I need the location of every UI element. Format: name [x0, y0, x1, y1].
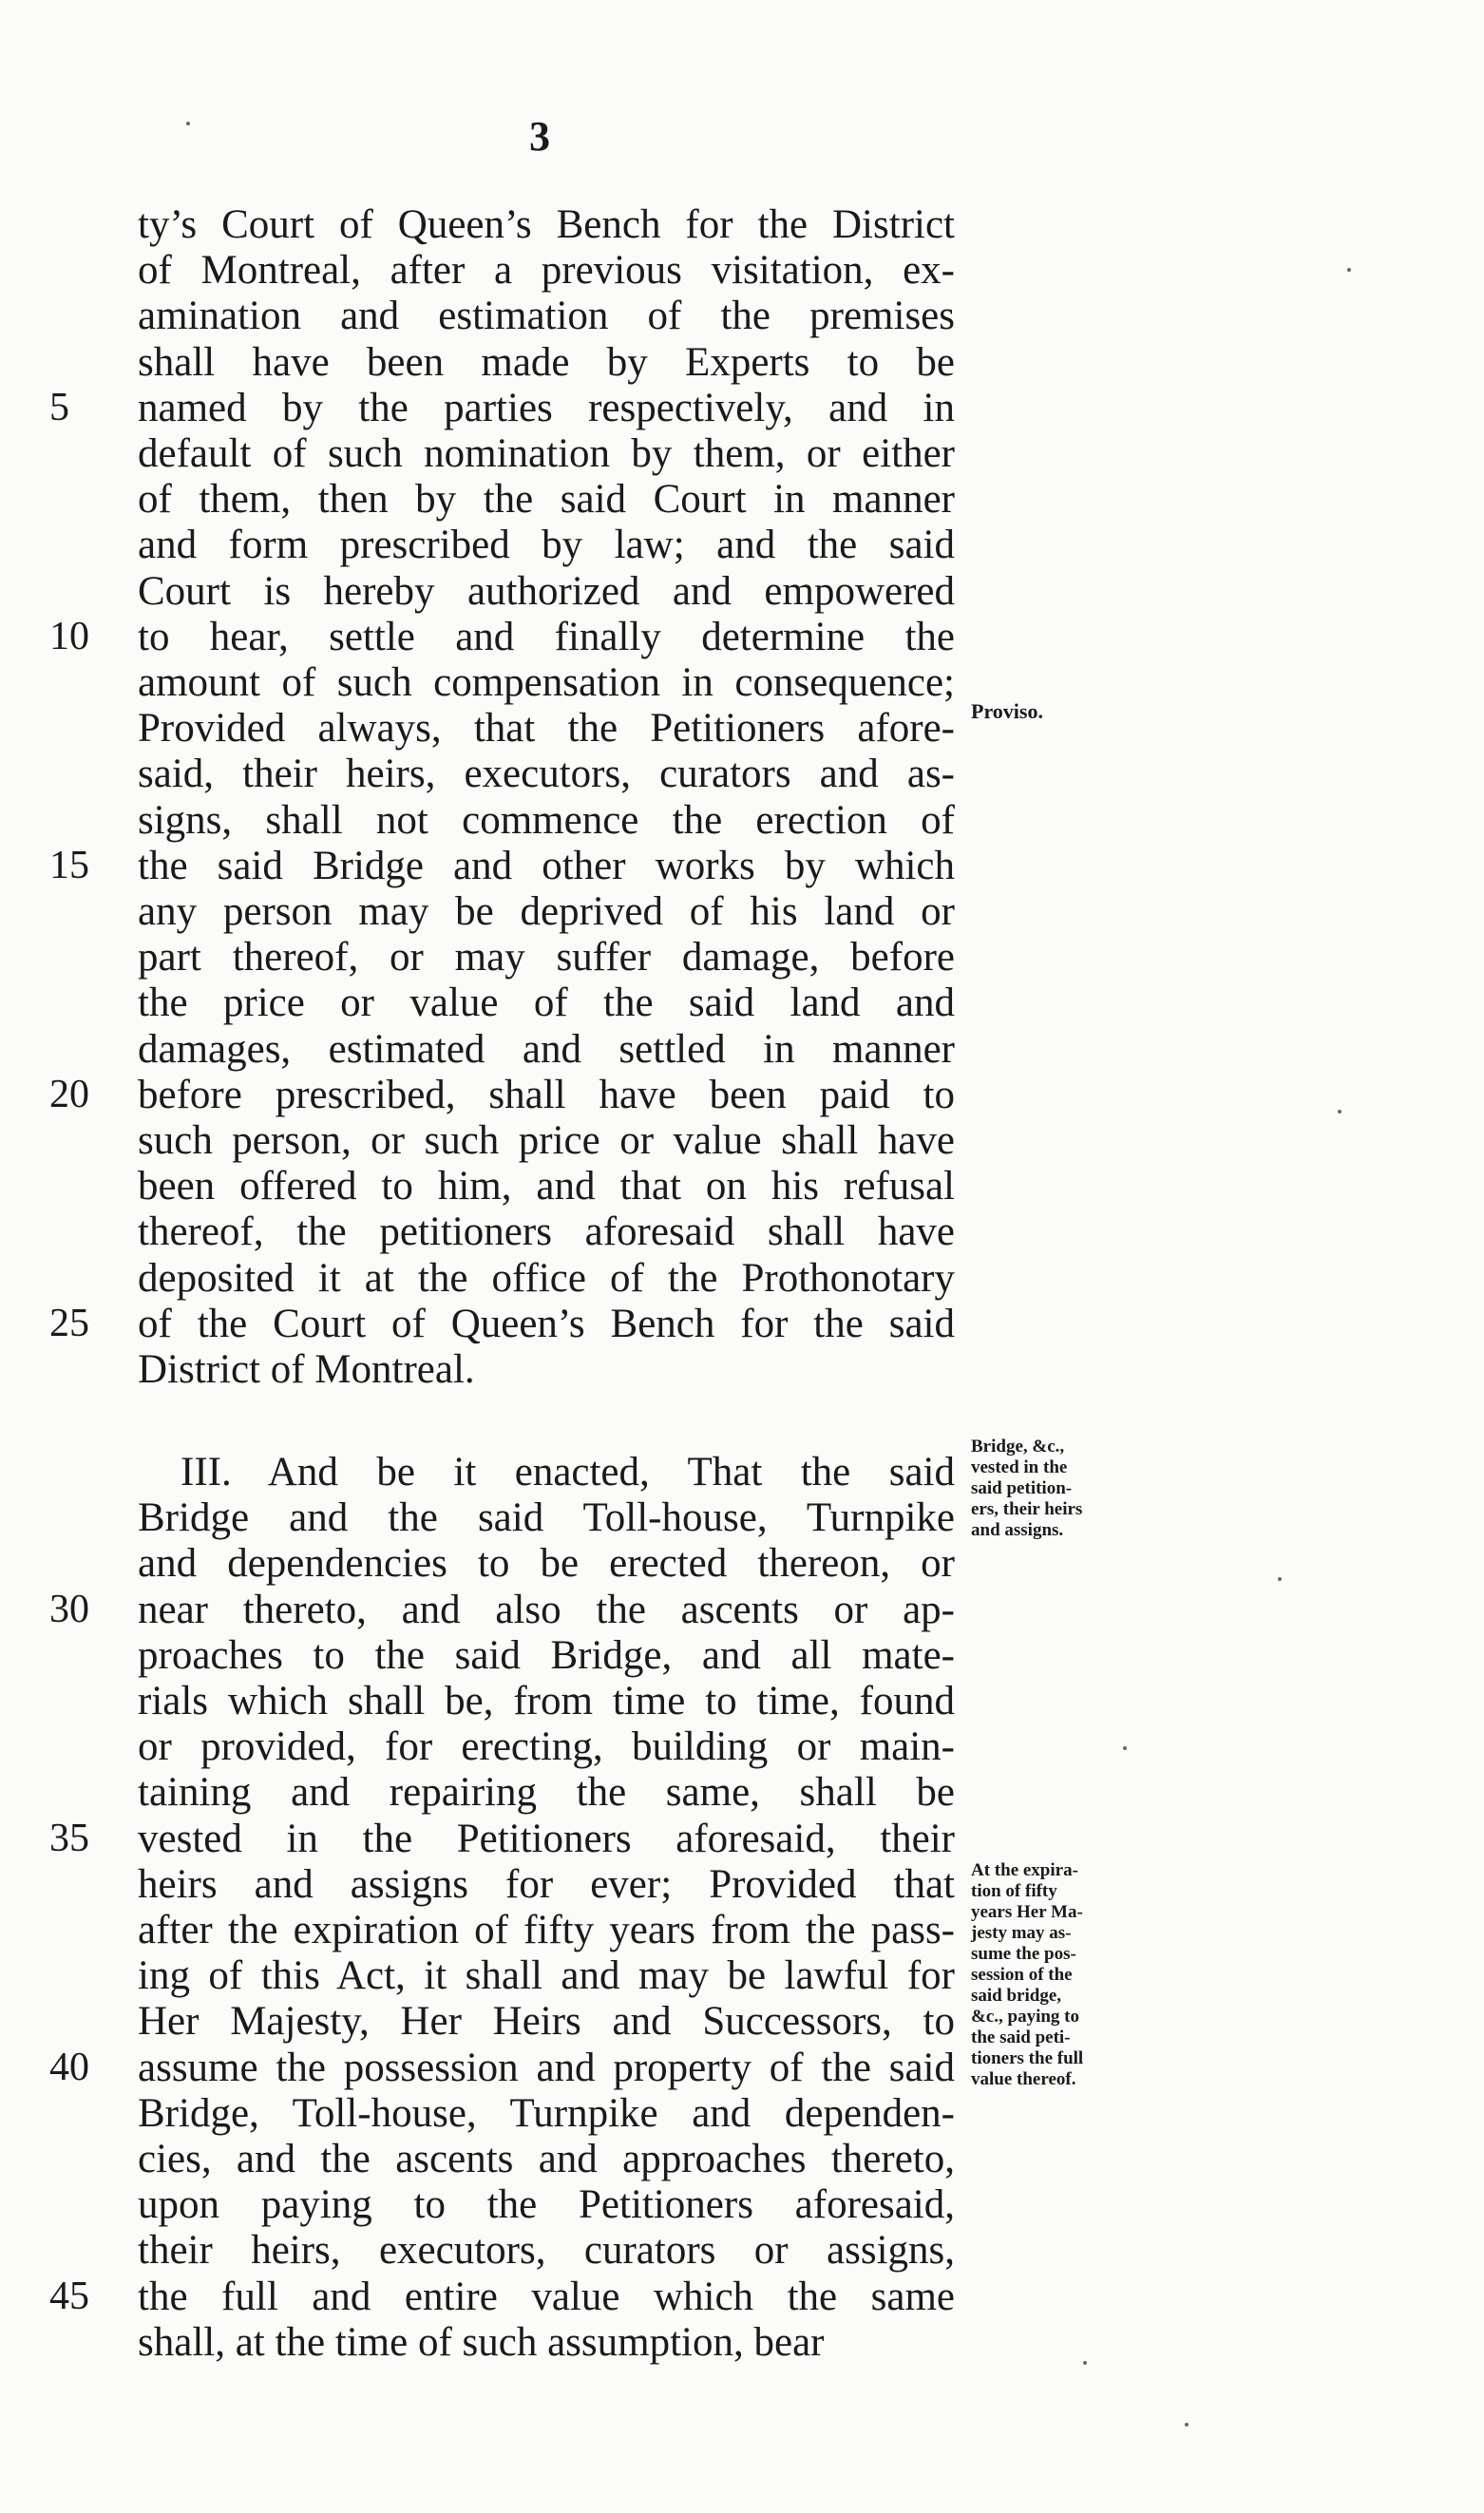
margin-note-line: the said peti-	[971, 2028, 1071, 2047]
text-line: Bridge, Toll-house, Turnpike and dependen-	[138, 2090, 955, 2136]
text-line: deposited it at the office of the Prothonotary	[138, 1255, 955, 1301]
text-line: to hear, settle and finally determine the	[138, 614, 955, 659]
margin-note-line: years Her Ma-	[971, 1902, 1083, 1922]
text-line: heirs and assigns for ever; Provided that	[138, 1861, 955, 1907]
text-line: default of such nomination by them, or either	[138, 431, 955, 476]
text-line: or provided, for erecting, building or main-	[138, 1724, 955, 1770]
margin-note-line: said bridge,	[971, 1986, 1062, 2006]
text-line: upon paying to the Petitioners aforesaid,	[138, 2182, 955, 2228]
text-line: amination and estimation of the premises	[138, 294, 955, 339]
text-line: rials which shall be, from time to time, found	[138, 1679, 955, 1723]
text-line: and dependencies to be erected thereon, or	[138, 1541, 955, 1587]
scan-speck	[1123, 1746, 1127, 1750]
margin-note-line: said petition-	[971, 1478, 1073, 1498]
text-line: thereof, the petitioners aforesaid shall have	[138, 1209, 955, 1255]
text-line: ty’s Court of Queen’s Bench for the District	[138, 202, 955, 247]
text-line: the said Bridge and other works by which	[138, 843, 955, 888]
line-number: 15	[49, 843, 89, 887]
scan-speck	[1083, 2361, 1087, 2365]
margin-note	[971, 1437, 1161, 1541]
text-line: damages, estimated and settled in manner	[138, 1026, 955, 1072]
margin-note-line: &c., paying to	[971, 2007, 1079, 2027]
margin-note-line: ers, their heirs	[971, 1499, 1083, 1519]
scan-speck	[1185, 2423, 1189, 2427]
margin-note-line: tioners the full	[971, 2048, 1084, 2068]
line-number: 40	[49, 2045, 89, 2089]
text-line: vested in the Petitioners aforesaid, their	[138, 1816, 955, 1861]
margin-note-line: Bridge, &c.,	[971, 1437, 1065, 1456]
scan-speck	[1278, 1577, 1282, 1581]
text-line: cies, and the ascents and approaches thereto,	[138, 2137, 955, 2181]
text-line: ing of this Act, it shall and may be lawful for	[138, 1953, 955, 1999]
text-line: and form prescribed by law; and the said	[138, 523, 955, 568]
margin-note-line: At the expira-	[971, 1860, 1078, 1880]
margin-note-line: jesty may as-	[971, 1923, 1072, 1943]
line-number: 35	[49, 1816, 89, 1860]
text-line: after the expiration of fifty years from the pass-	[138, 1908, 955, 1952]
text-line: shall have been made by Experts to be	[138, 339, 955, 385]
text-line: any person may be deprived of his land or	[138, 889, 955, 934]
scan-speck	[1347, 268, 1351, 272]
text-line: III. And be it enacted, That the said	[181, 1450, 955, 1494]
line-number: 10	[49, 614, 89, 658]
margin-note-line: value thereof.	[971, 2069, 1076, 2089]
text-line: Her Majesty, Her Heirs and Successors, to	[138, 1999, 955, 2045]
text-line: part thereof, or may suffer damage, before	[138, 935, 955, 980]
line-number: 25	[49, 1301, 89, 1345]
scan-speck	[186, 122, 190, 125]
text-line: been offered to him, and that on his refusal	[138, 1164, 955, 1209]
text-line: proaches to the said Bridge, and all mate-	[138, 1632, 955, 1678]
text-line: Provided always, that the Petitioners afore-	[138, 706, 955, 752]
text-line: Bridge and the said Toll-house, Turnpike	[138, 1495, 955, 1541]
text-line: of them, then by the said Court in manner	[138, 477, 955, 523]
margin-note-line: sume the pos-	[971, 1944, 1076, 1964]
text-line: such person, or such price or value shall have	[138, 1118, 955, 1163]
text-line: District of Montreal.	[138, 1347, 475, 1392]
scan-speck	[1338, 1110, 1341, 1114]
text-line: shall, at the time of such assumption, bear	[138, 2319, 825, 2365]
line-number: 20	[49, 1072, 89, 1116]
page-number: 3	[529, 113, 550, 160]
text-line: assume the possession and property of the said	[138, 2045, 955, 2090]
text-line: of the Court of Queen’s Bench for the said	[138, 1301, 955, 1346]
text-line: Court is hereby authorized and empowered	[138, 568, 955, 614]
margin-note-line: vested in the	[971, 1457, 1068, 1477]
text-line: near thereto, and also the ascents or ap-	[138, 1587, 955, 1632]
line-number: 30	[49, 1587, 89, 1631]
text-line: named by the parties respectively, and in	[138, 385, 955, 430]
margin-note-line: tion of fifty	[971, 1881, 1057, 1901]
text-line: their heirs, executors, curators or assigns,	[138, 2228, 955, 2274]
margin-note	[971, 701, 1161, 722]
text-line: the price or value of the said land and	[138, 980, 955, 1026]
text-line: the full and entire value which the same	[138, 2274, 955, 2319]
text-line: amount of such compensation in consequence;	[138, 660, 955, 705]
margin-note-line: and assigns.	[971, 1520, 1064, 1540]
text-line: said, their heirs, executors, curators and as-	[138, 752, 955, 797]
line-number: 5	[49, 385, 69, 429]
margin-note-line: session of the	[971, 1965, 1073, 1985]
margin-note-line: Proviso.	[971, 699, 1043, 723]
margin-note	[971, 1860, 1161, 2090]
line-number: 45	[49, 2274, 89, 2318]
text-line: before prescribed, shall have been paid to	[138, 1072, 955, 1117]
text-line: taining and repairing the same, shall be	[138, 1770, 955, 1816]
text-line: of Montreal, after a previous visitation, ex-	[138, 248, 955, 294]
text-line: signs, shall not commence the erection of	[138, 797, 955, 843]
